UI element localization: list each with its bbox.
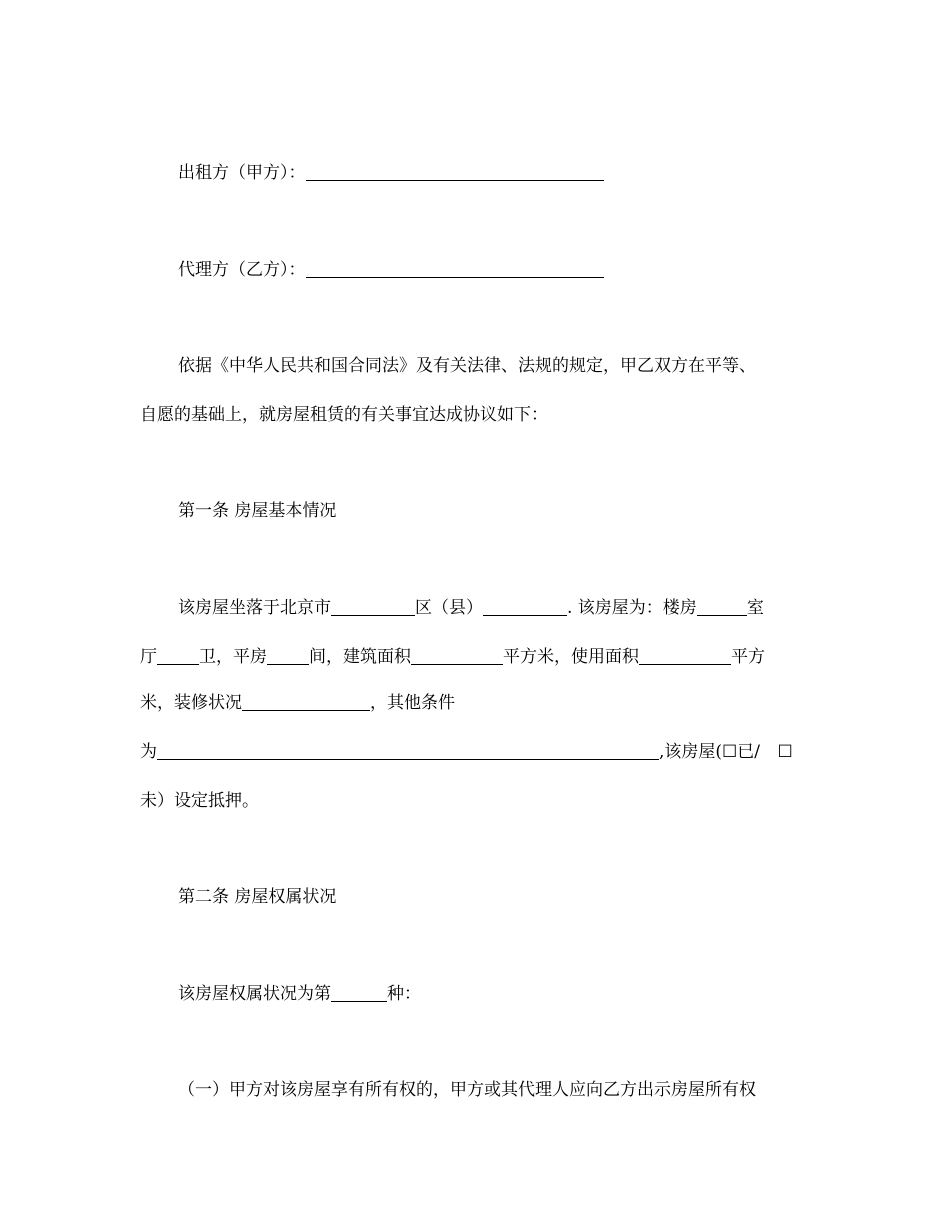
text-fragment: 已/ — [737, 742, 766, 762]
decoration-blank[interactable] — [242, 692, 370, 711]
text-fragment: ,该房屋( — [659, 742, 723, 762]
article1-title: 第一条 房屋基本情况 — [178, 501, 337, 521]
lessor-label: 出租方（甲方）： — [178, 163, 306, 183]
bungalow-rooms-blank[interactable] — [267, 646, 309, 665]
halls-blank[interactable] — [157, 646, 199, 665]
county-blank[interactable] — [483, 597, 567, 616]
agent-line — [178, 259, 604, 281]
article2-line-1 — [178, 983, 421, 1005]
preamble-line-1: 依据《中华人民共和国合同法》及有关法律、法规的规定，甲乙双方在平等、 — [178, 356, 756, 376]
agent-blank[interactable] — [306, 259, 604, 278]
preamble-line-2: 自愿的基础上，就房屋租赁的有关事宜达成协议如下： — [140, 405, 548, 425]
text-fragment: 为 — [140, 742, 157, 762]
text-fragment: 种： — [387, 984, 421, 1004]
lessor-blank[interactable] — [306, 162, 604, 181]
text-fragment: 该房屋坐落于北京市 — [178, 598, 331, 618]
district-blank[interactable] — [331, 597, 415, 616]
article2-line-2: （一）甲方对该房屋享有所有权的，甲方或其代理人应向乙方出示房屋所有权 — [178, 1080, 756, 1100]
ownership-type-blank[interactable] — [331, 983, 387, 1002]
text-fragment: 米，装修状况 — [140, 693, 242, 713]
article1-line-2 — [140, 646, 765, 668]
article1-line-5: 未）设定抵押。 — [140, 791, 259, 811]
text-fragment: 卫，平房 — [199, 647, 267, 667]
article1-line-1 — [178, 597, 764, 619]
building-area-blank[interactable] — [411, 646, 503, 665]
text-fragment: 厅 — [140, 647, 157, 667]
article1-line-3 — [140, 692, 455, 714]
text-fragment: ，其他条件 — [370, 693, 455, 713]
text-fragment: 室 — [746, 598, 764, 618]
checkbox-not-mortgaged[interactable]: ☐ — [777, 742, 793, 762]
text-fragment: 平方米，使用面积 — [503, 647, 639, 667]
usable-area-blank[interactable] — [639, 646, 731, 665]
article1-line-4 — [140, 741, 793, 763]
text-fragment: 平方 — [731, 647, 765, 667]
text-fragment: . 该房屋为：楼房 — [567, 598, 697, 618]
rooms-blank[interactable] — [697, 597, 747, 616]
other-conditions-blank[interactable] — [157, 741, 659, 760]
lessor-line — [178, 162, 604, 184]
article2-title: 第二条 房屋权属状况 — [178, 887, 337, 907]
text-fragment: 该房屋权属状况为第 — [178, 984, 331, 1004]
agent-label: 代理方（乙方）： — [178, 260, 306, 280]
text-fragment: 间，建筑面积 — [309, 647, 411, 667]
checkbox-mortgaged[interactable]: ☐ — [722, 742, 738, 762]
text-fragment: 区（县） — [415, 598, 483, 618]
